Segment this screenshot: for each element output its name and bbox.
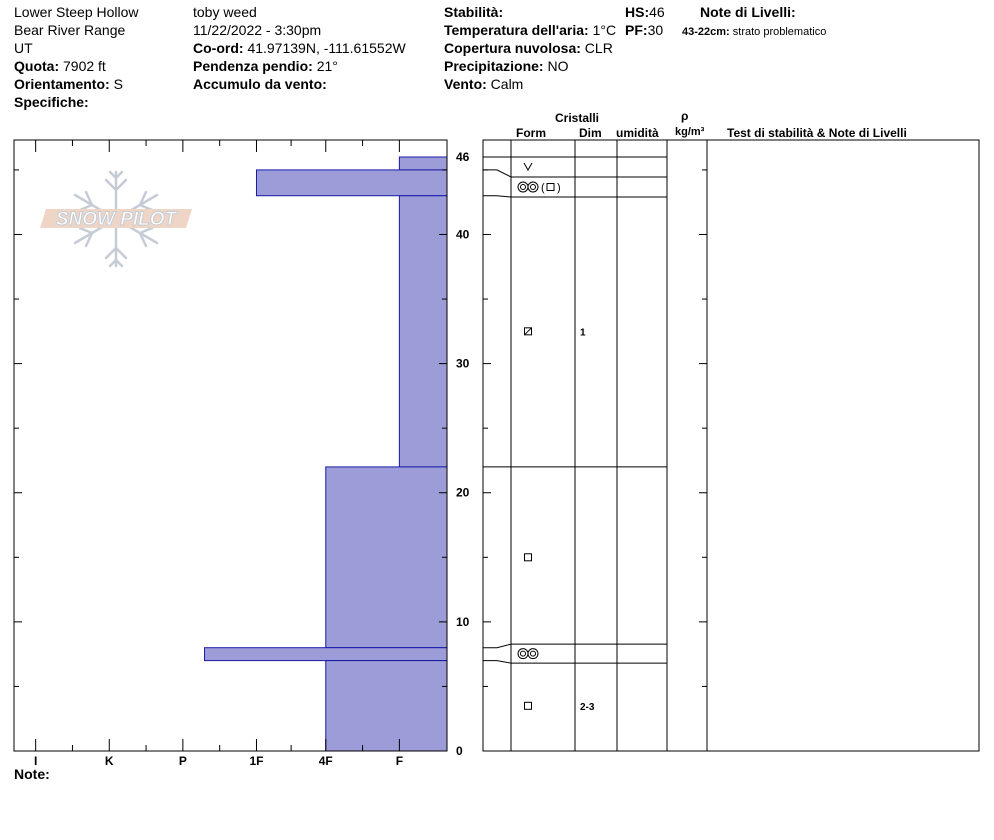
depth-axis-labels <box>456 150 470 758</box>
layer-row-3 <box>525 554 532 561</box>
aspect-value: S <box>113 76 123 92</box>
hardness-label-1F: 1F <box>249 754 264 768</box>
depth-label-0: 0 <box>456 744 463 758</box>
crystal-form-icon-inner <box>531 651 536 656</box>
crystal-form-secondary-icon <box>547 184 554 191</box>
hardness-bar-4 <box>205 648 447 661</box>
slope-label: Pendenza pendio: <box>193 58 313 74</box>
slope-value: 21° <box>316 58 338 74</box>
notes-label: Note: <box>14 766 50 782</box>
stability-label: Stabilità: <box>444 4 504 20</box>
elevation-label: Quota: <box>14 58 60 74</box>
hardness-bar-5 <box>326 661 447 751</box>
layer-row-4 <box>518 649 538 659</box>
coordinates-label: Co-ord: <box>193 40 244 56</box>
layer-row-2 <box>525 327 587 338</box>
precip-label: Precipitazione: <box>444 58 544 74</box>
crystal-form-icon <box>524 163 532 170</box>
dim-header: Dim <box>579 126 602 140</box>
hs-value: 46 <box>649 4 665 20</box>
crystals-header: Cristalli <box>555 111 600 125</box>
crystal-form-icon-inner <box>521 651 526 656</box>
air-temp-value: 1°C <box>592 22 617 38</box>
hardness-bars <box>205 157 447 751</box>
crystal-size: 1 <box>580 327 586 339</box>
wind-label: Vento: <box>444 76 487 92</box>
aspect-label: Orientamento: <box>14 76 110 92</box>
location-name: Lower Steep Hollow <box>14 4 139 20</box>
crystal-form-icon-inner <box>531 185 536 190</box>
crystal-form-slash <box>525 328 532 335</box>
wind-loading-label: Accumulo da vento: <box>193 76 327 92</box>
crystal-form-paren-close: ) <box>557 182 561 194</box>
form-header: Form <box>516 126 546 140</box>
layer-row-5 <box>525 702 595 713</box>
hardness-label-4F: 4F <box>318 754 333 768</box>
coordinates-value: 41.97139N, -111.61552W <box>247 40 406 56</box>
hardness-bar-3 <box>326 467 447 648</box>
hs-label: HS: <box>625 4 650 20</box>
elevation-value: 7902 ft <box>63 58 106 74</box>
density-symbol: ρ <box>681 109 689 123</box>
layer-row-1 <box>518 182 561 194</box>
wind-value: Calm <box>490 76 524 92</box>
precip-value: NO <box>547 58 569 74</box>
state: UT <box>14 40 33 56</box>
moisture-header: umidità <box>616 126 659 140</box>
crystal-form-paren-open: ( <box>541 182 545 194</box>
logo-text: SNOW PILOT <box>55 209 177 230</box>
crystal-form-icon <box>528 649 538 659</box>
hardness-label-P: P <box>178 754 187 768</box>
observation-datetime: 11/22/2022 - 3:30pm <box>193 22 322 38</box>
depth-label-46: 46 <box>456 150 470 164</box>
depth-label-10: 10 <box>456 614 470 629</box>
crystal-form-icon <box>525 702 532 709</box>
hardness-bar-0 <box>399 157 447 170</box>
hardness-axis-labels <box>34 754 403 768</box>
pf-label: PF: <box>625 22 648 38</box>
cloud-value: CLR <box>584 40 613 56</box>
density-unit: kg/m³ <box>675 126 705 138</box>
hardness-label-F: F <box>395 754 404 768</box>
layer-notes-title: Note di Livelli: <box>700 4 796 20</box>
mountain-range: Bear River Range <box>14 22 126 38</box>
crystal-form-icon <box>518 182 528 192</box>
cloud-label: Copertura nuvolosa: <box>444 40 581 56</box>
hardness-label-K: K <box>104 754 114 768</box>
depth-label-40: 40 <box>456 227 470 242</box>
crystal-form-icon <box>525 554 532 561</box>
crystal-size: 2-3 <box>580 701 595 713</box>
layer-row-0 <box>524 163 532 170</box>
pf-value: 30 <box>647 22 664 38</box>
hardness-bar-2 <box>399 196 447 467</box>
crystal-table <box>483 140 979 751</box>
hardness-bar-1 <box>256 170 447 196</box>
hardness-label-I: I <box>33 754 38 768</box>
depth-label-20: 20 <box>456 485 470 500</box>
observer-name: toby weed <box>193 4 257 20</box>
crystal-form-icon-inner <box>521 185 526 190</box>
specifics-label: Specifiche: <box>14 94 89 110</box>
depth-label-30: 30 <box>456 356 470 371</box>
crystal-form-icon <box>518 649 528 659</box>
air-temp-label: Temperatura dell'aria: <box>444 22 589 38</box>
crystal-form-icon <box>528 182 538 192</box>
layer-note-range: 43-22cm: <box>682 26 730 38</box>
snowpilot-logo <box>40 172 192 266</box>
layer-note-text: strato problematico <box>732 26 827 38</box>
stability-header: Test di stabilità & Note di Livelli <box>727 126 907 140</box>
